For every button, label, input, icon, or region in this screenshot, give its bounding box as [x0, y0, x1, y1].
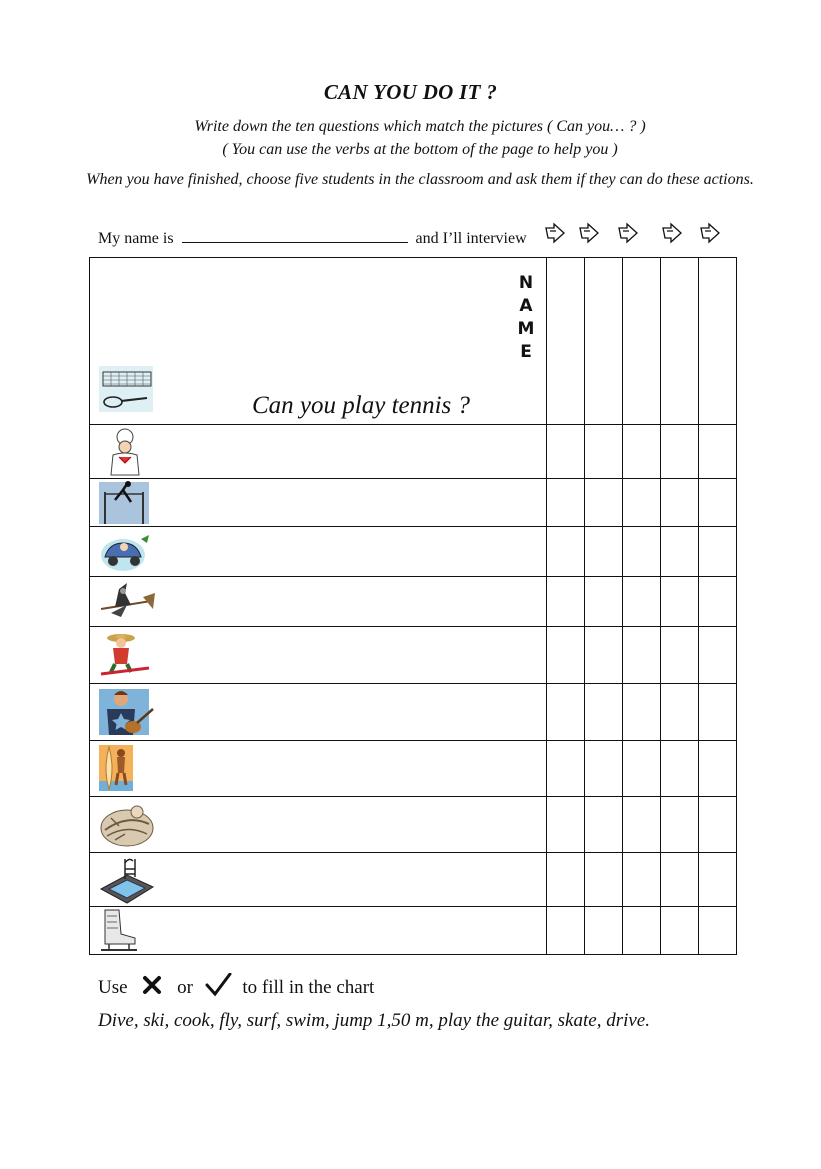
car-driving-icon [97, 529, 155, 575]
answer-cell[interactable] [661, 627, 699, 684]
table-row [90, 425, 737, 479]
table-row [90, 797, 737, 853]
answer-cell[interactable] [547, 853, 585, 907]
swimming-pool-icon [97, 855, 155, 905]
question-cell[interactable] [90, 479, 547, 527]
pointing-hand-icon [699, 222, 721, 244]
legend-use: Use [98, 977, 128, 998]
table-row [90, 577, 737, 627]
answer-cell[interactable] [585, 577, 623, 627]
pointing-hand-icon [544, 222, 566, 244]
answer-cell[interactable] [585, 907, 623, 955]
table-row [90, 853, 737, 907]
answer-cell[interactable] [623, 258, 661, 425]
high-jump-icon [97, 480, 155, 526]
legend-fill: to fill in the chart [242, 977, 375, 998]
answer-cell[interactable] [699, 479, 737, 527]
answer-cell[interactable] [585, 741, 623, 797]
answer-cell[interactable] [547, 425, 585, 479]
answer-cell[interactable] [585, 797, 623, 853]
answer-cell[interactable] [699, 258, 737, 425]
name-line-suffix: and I’ll interview [415, 230, 527, 247]
table-row [90, 527, 737, 577]
answer-cell[interactable] [699, 577, 737, 627]
answer-cell[interactable] [585, 425, 623, 479]
answer-cell[interactable] [585, 684, 623, 741]
answer-cell[interactable] [699, 907, 737, 955]
name-blank[interactable] [182, 228, 408, 243]
answer-cell[interactable] [585, 527, 623, 577]
answer-cell[interactable] [547, 479, 585, 527]
answer-cell[interactable] [547, 684, 585, 741]
instruction-line-3: When you have finished, choose five students in the classroom and ask them if they can do these actions. [86, 171, 754, 188]
answer-cell[interactable] [661, 741, 699, 797]
question-cell[interactable] [90, 684, 547, 741]
answer-cell[interactable] [623, 907, 661, 955]
chef-icon [97, 427, 155, 477]
question-cell[interactable] [90, 527, 547, 577]
answer-cell[interactable] [623, 853, 661, 907]
table-row [90, 479, 737, 527]
question-cell[interactable] [90, 853, 547, 907]
question-cell[interactable] [90, 577, 547, 627]
name-letter: N [518, 273, 534, 293]
answer-cell[interactable] [623, 684, 661, 741]
question-cell[interactable] [90, 797, 547, 853]
question-cell[interactable] [90, 425, 547, 479]
surfer-icon [97, 743, 137, 793]
name-letter: E [520, 342, 532, 362]
table-row [90, 907, 737, 955]
pointing-hand-icon [578, 222, 600, 244]
answer-cell[interactable] [699, 684, 737, 741]
question-cell-example[interactable] [90, 258, 547, 425]
tick-icon [203, 973, 233, 997]
legend-or: or [177, 977, 193, 998]
pointing-hand-icon [617, 222, 639, 244]
pointing-hand-icon [661, 222, 683, 244]
answer-cell[interactable] [661, 577, 699, 627]
answer-cell[interactable] [661, 479, 699, 527]
name-vertical-label [516, 272, 536, 364]
answer-cell[interactable] [699, 853, 737, 907]
answer-cell[interactable] [699, 741, 737, 797]
name-line-prefix: My name is [98, 230, 174, 247]
answer-cell[interactable] [661, 425, 699, 479]
answer-cell[interactable] [623, 797, 661, 853]
answer-cell[interactable] [585, 258, 623, 425]
instruction-line-1: Write down the ten questions which match the pictures ( Can you… ? ) [194, 118, 646, 135]
chart-header-row [90, 258, 737, 425]
answer-cell[interactable] [547, 741, 585, 797]
name-letter: M [517, 319, 535, 339]
verbs-hint: Dive, ski, cook, fly, surf, swim, jump 1,50 m, play the guitar, skate, drive. [98, 1010, 650, 1031]
answer-cell[interactable] [623, 527, 661, 577]
answer-cell[interactable] [547, 527, 585, 577]
answer-cell[interactable] [699, 797, 737, 853]
answer-cell[interactable] [585, 853, 623, 907]
answer-cell[interactable] [699, 425, 737, 479]
tennis-racket-net-icon [97, 364, 155, 414]
answer-cell[interactable] [661, 853, 699, 907]
table-row [90, 627, 737, 684]
table-row [90, 741, 737, 797]
legend-line [98, 973, 374, 999]
answer-cell[interactable] [547, 797, 585, 853]
answer-cell[interactable] [623, 425, 661, 479]
answer-cell[interactable] [585, 627, 623, 684]
answer-cell[interactable] [661, 527, 699, 577]
interview-chart [89, 257, 737, 955]
answer-cell[interactable] [547, 577, 585, 627]
answer-cell[interactable] [547, 627, 585, 684]
answer-cell[interactable] [623, 577, 661, 627]
answer-cell[interactable] [623, 627, 661, 684]
answer-cell[interactable] [623, 741, 661, 797]
answer-cell[interactable] [699, 527, 737, 577]
skier-icon [97, 630, 155, 680]
example-question: Can you play tennis ? [252, 392, 471, 419]
witch-flying-broom-icon [97, 579, 155, 625]
table-row [90, 684, 737, 741]
ice-skate-icon [97, 908, 141, 954]
answer-cell[interactable] [623, 479, 661, 527]
question-cell[interactable] [90, 907, 547, 955]
answer-cell[interactable] [661, 797, 699, 853]
answer-cell[interactable] [699, 627, 737, 684]
answer-cell[interactable] [661, 258, 699, 425]
name-line [98, 228, 527, 248]
diving-icon [97, 800, 155, 850]
answer-cell[interactable] [585, 479, 623, 527]
cross-icon [137, 973, 167, 997]
worksheet-title: CAN YOU DO IT ? [323, 80, 498, 104]
question-cell[interactable] [90, 627, 547, 684]
question-cell[interactable] [90, 741, 547, 797]
guitar-player-icon [97, 687, 155, 737]
answer-cell[interactable] [547, 907, 585, 955]
name-letter: A [519, 296, 533, 316]
answer-cell[interactable] [661, 684, 699, 741]
instruction-line-2: ( You can use the verbs at the bottom of the page to help you ) [222, 141, 618, 158]
answer-cell[interactable] [661, 907, 699, 955]
answer-cell[interactable] [547, 258, 585, 425]
